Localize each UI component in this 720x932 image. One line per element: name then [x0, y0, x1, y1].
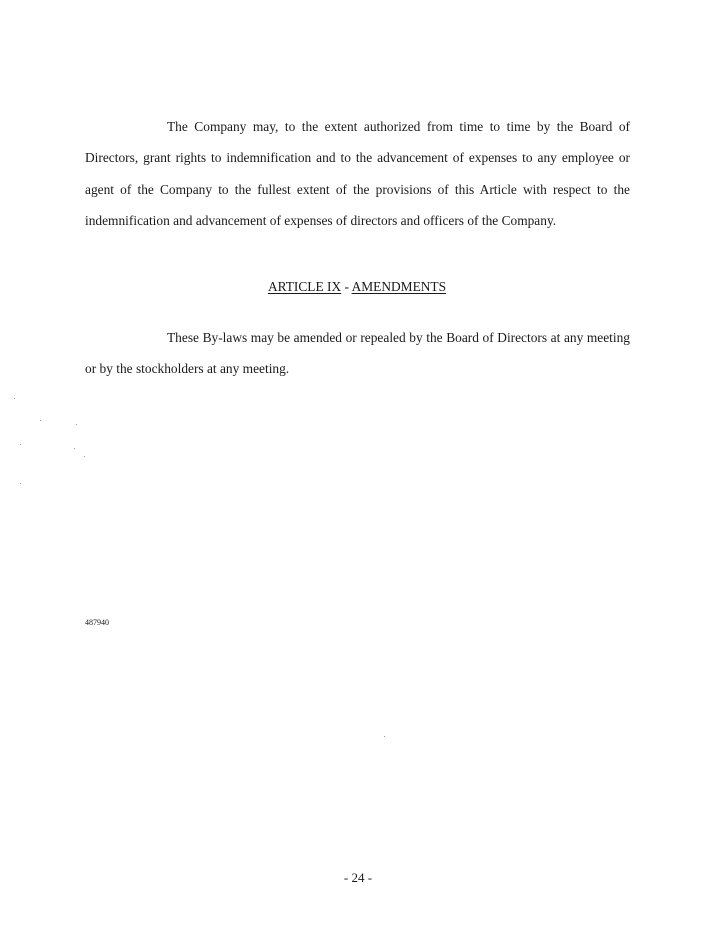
document-id: 487940 [85, 618, 109, 627]
paragraph-text: These By-laws may be amended or repealed by the Board of Directors at any meeting or by the stockholders at any meeting. [85, 330, 630, 377]
article-heading [0, 277, 714, 297]
scan-speck [76, 424, 77, 425]
scan-speck [20, 483, 21, 484]
article-separator: - [341, 279, 352, 294]
scan-speck [384, 736, 385, 737]
paragraph-text: The Company may, to the extent authorized from time to time by the Board of Directors, grant rights to indemnification and to the advancement of expenses to any employee or agent of the Company to the fullest extent of the provisions of this Article with respect to the indemnification and advancement of expenses of directors and officers of the Company. [85, 119, 630, 228]
scan-speck [74, 448, 75, 449]
article-title: AMENDMENTS [351, 279, 447, 294]
scan-speck [40, 420, 41, 421]
indemnification-paragraph [85, 111, 630, 236]
page-number: - 24 - [343, 870, 373, 885]
article-number: ARTICLE IX [267, 279, 342, 294]
amendments-paragraph [85, 322, 630, 385]
scan-speck [14, 398, 15, 399]
scan-speck [84, 456, 85, 457]
scan-speck [20, 444, 21, 445]
